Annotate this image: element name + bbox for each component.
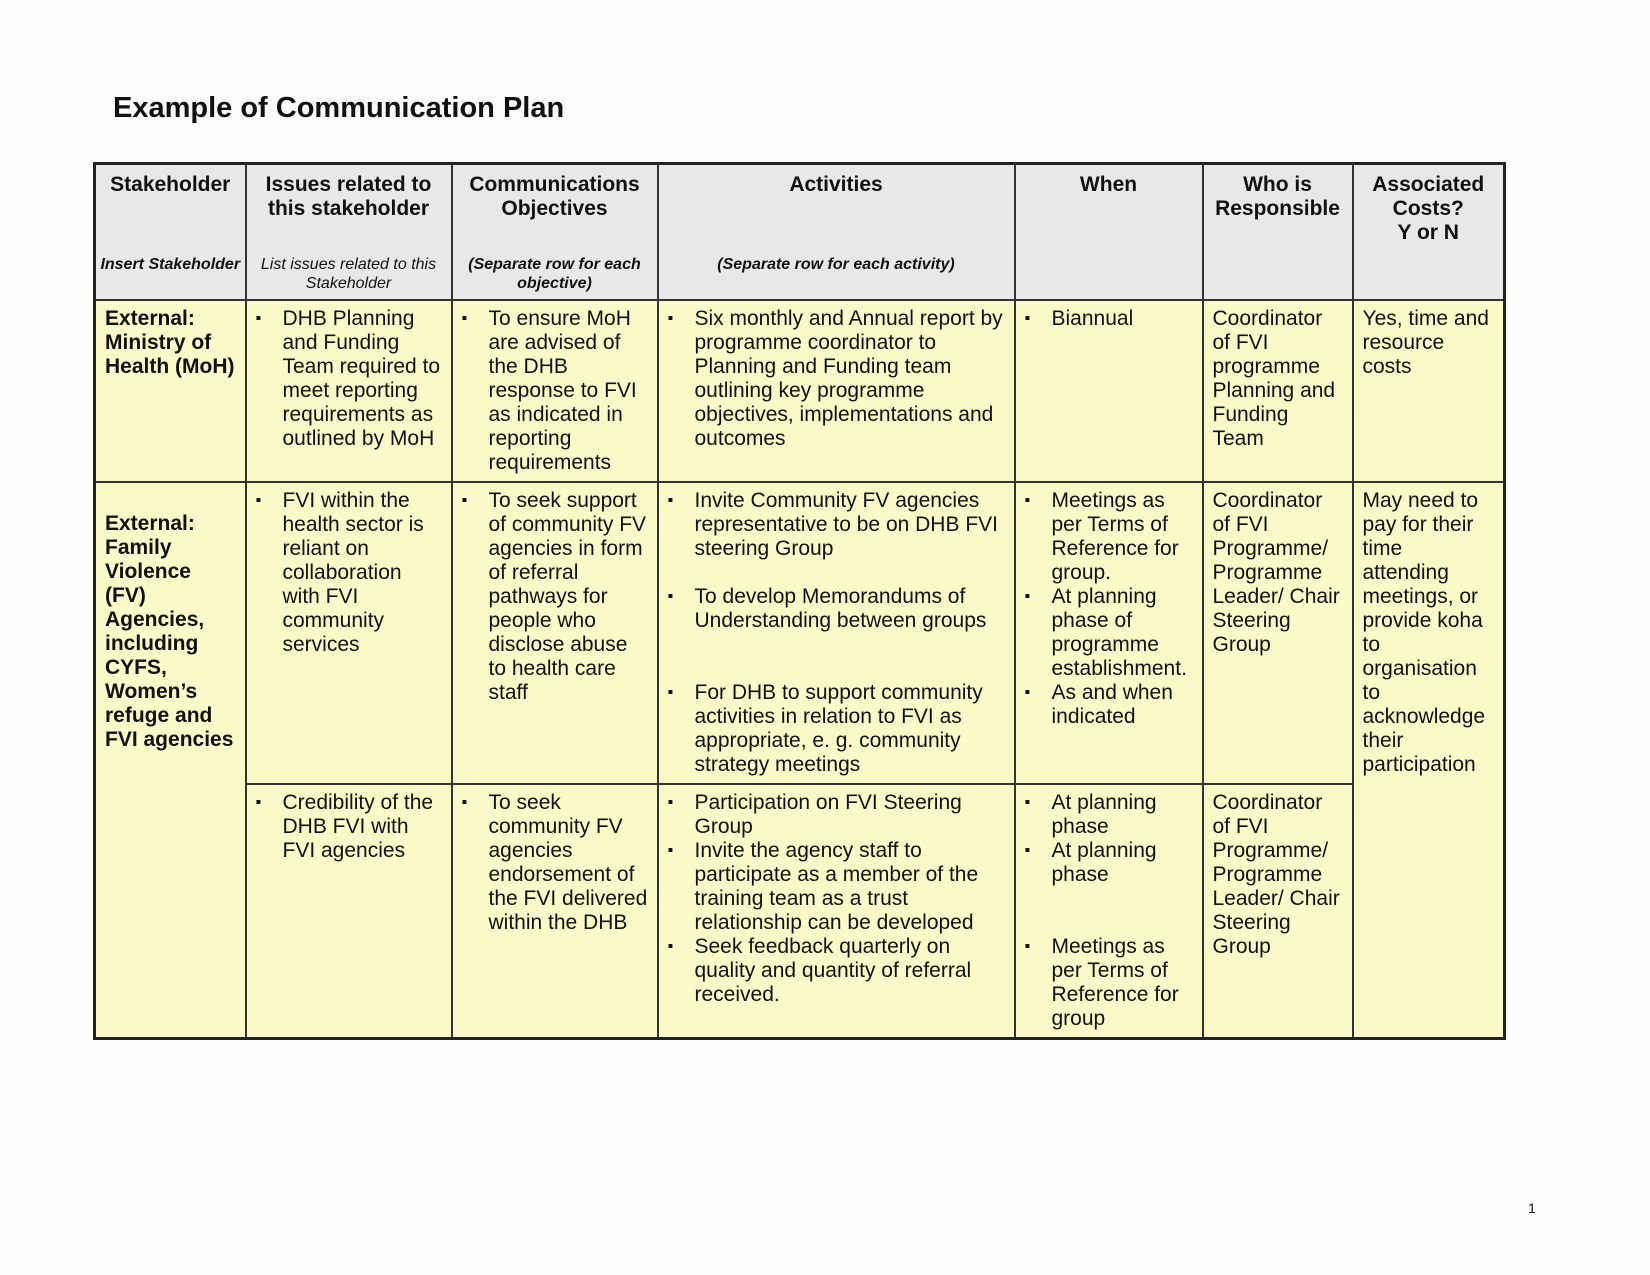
responsible-cell: Coordinator of FVI programme Planning and Funding Team bbox=[1203, 300, 1353, 482]
objectives-cell bbox=[452, 482, 658, 784]
costs-cell: Yes, time and resource costs bbox=[1353, 300, 1505, 482]
objectives-cell bbox=[452, 784, 658, 1039]
subheader-activities: (Separate row for each activity) bbox=[658, 253, 1015, 300]
header-when: When bbox=[1015, 164, 1203, 254]
subheader-objectives: (Separate row for each objective) bbox=[452, 253, 658, 300]
responsible-cell: Coordinator of FVI Programme/ Programme Leader/ Chair Steering Group bbox=[1203, 482, 1353, 784]
table-row bbox=[95, 300, 1505, 482]
subheader-issues: List issues related to this Stakeholder bbox=[246, 253, 452, 300]
list-item: ▪ For DHB to support community activities in relation to FVI as appropriate, e. g. community strategy meetings bbox=[695, 681, 1005, 777]
header-issues: Issues related to this stakeholder bbox=[246, 164, 452, 254]
when-cell bbox=[1015, 300, 1203, 482]
list-item: ▪ At planning phase bbox=[1052, 791, 1193, 839]
header-stakeholder: Stakeholder bbox=[95, 164, 246, 254]
stakeholder-cell bbox=[95, 482, 246, 1039]
stakeholder-cell: External: Ministry of Health (MoH) bbox=[95, 300, 246, 482]
activities-cell bbox=[658, 482, 1015, 784]
activities-cell bbox=[658, 300, 1015, 482]
page-number: 1 bbox=[1528, 1200, 1536, 1216]
header-row bbox=[95, 164, 1505, 254]
header-objectives: Communications Objectives bbox=[452, 164, 658, 254]
header-responsible: Who is Responsible bbox=[1203, 164, 1353, 254]
list-item: ▪ To seek support of community FV agencies in form of referral pathways for people who disclose abuse to health care staff bbox=[489, 489, 648, 705]
header-activities: Activities bbox=[658, 164, 1015, 254]
page-title: Example of Communication Plan bbox=[113, 92, 565, 124]
list-item: ▪ FVI within the health sector is reliant on collaboration with FVI community services bbox=[283, 489, 442, 657]
subheader-when bbox=[1015, 253, 1203, 300]
communication-plan-table bbox=[93, 162, 1506, 1040]
list-item: ▪ At planning phase bbox=[1052, 839, 1193, 887]
issues-cell bbox=[246, 784, 452, 1039]
list-item: ▪ Invite the agency staff to participate as a member of the training team as a trust relationship can be developed bbox=[695, 839, 1005, 935]
header-costs-line1: Associated Costs? bbox=[1372, 173, 1485, 220]
subheader-stakeholder: Insert Stakeholder bbox=[95, 253, 246, 300]
table-row bbox=[95, 482, 1505, 784]
list-item: ▪ Biannual bbox=[1052, 307, 1193, 331]
list-item: ▪ To ensure MoH are advised of the DHB response to FVI as indicated in reporting requirements bbox=[489, 307, 648, 475]
activities-cell bbox=[658, 784, 1015, 1039]
list-item: ▪ To develop Memorandums of Understanding between groups bbox=[695, 585, 1005, 633]
objectives-cell bbox=[452, 300, 658, 482]
list-item: ▪ DHB Planning and Funding Team required to meet reporting requirements as outlined by MoH bbox=[283, 307, 442, 451]
when-cell bbox=[1015, 482, 1203, 784]
header-costs bbox=[1353, 164, 1505, 254]
issues-cell bbox=[246, 300, 452, 482]
list-item: ▪ Invite Community FV agencies representative to be on DHB FVI steering Group bbox=[695, 489, 1005, 561]
list-item: ▪ As and when indicated bbox=[1052, 681, 1193, 729]
issues-cell bbox=[246, 482, 452, 784]
responsible-cell: Coordinator of FVI Programme/ Programme Leader/ Chair Steering Group bbox=[1203, 784, 1353, 1039]
table-row bbox=[95, 784, 1505, 1039]
list-item: ▪ Participation on FVI Steering Group bbox=[695, 791, 1005, 839]
subheader-costs bbox=[1353, 253, 1505, 300]
list-item: ▪ Seek feedback quarterly on quality and quantity of referral received. bbox=[695, 935, 1005, 1007]
list-item: ▪ At planning phase of programme establishment. bbox=[1052, 585, 1193, 681]
subheader-row bbox=[95, 253, 1505, 300]
when-cell bbox=[1015, 784, 1203, 1039]
list-item: ▪ To seek community FV agencies endorsement of the FVI delivered within the DHB bbox=[489, 791, 648, 935]
list-item: ▪ Meetings as per Terms of Reference for group. bbox=[1052, 489, 1193, 585]
list-item: ▪ Six monthly and Annual report by programme coordinator to Planning and Funding team outlining key programme objectives, implementations and outcomes bbox=[695, 307, 1005, 451]
list-item: ▪ Meetings as per Terms of Reference for group bbox=[1052, 935, 1193, 1031]
subheader-responsible bbox=[1203, 253, 1353, 300]
stakeholder-text: External: Family Violence (FV) Agencies, including CYFS, Women’s refuge and FVI agencies bbox=[105, 512, 234, 751]
header-costs-line2: Y or N bbox=[1397, 221, 1459, 244]
list-item: ▪ Credibility of the DHB FVI with FVI agencies bbox=[283, 791, 442, 863]
costs-cell: May need to pay for their time attending meetings, or provide koha to organisation to acknowledge their participation bbox=[1353, 482, 1505, 1039]
